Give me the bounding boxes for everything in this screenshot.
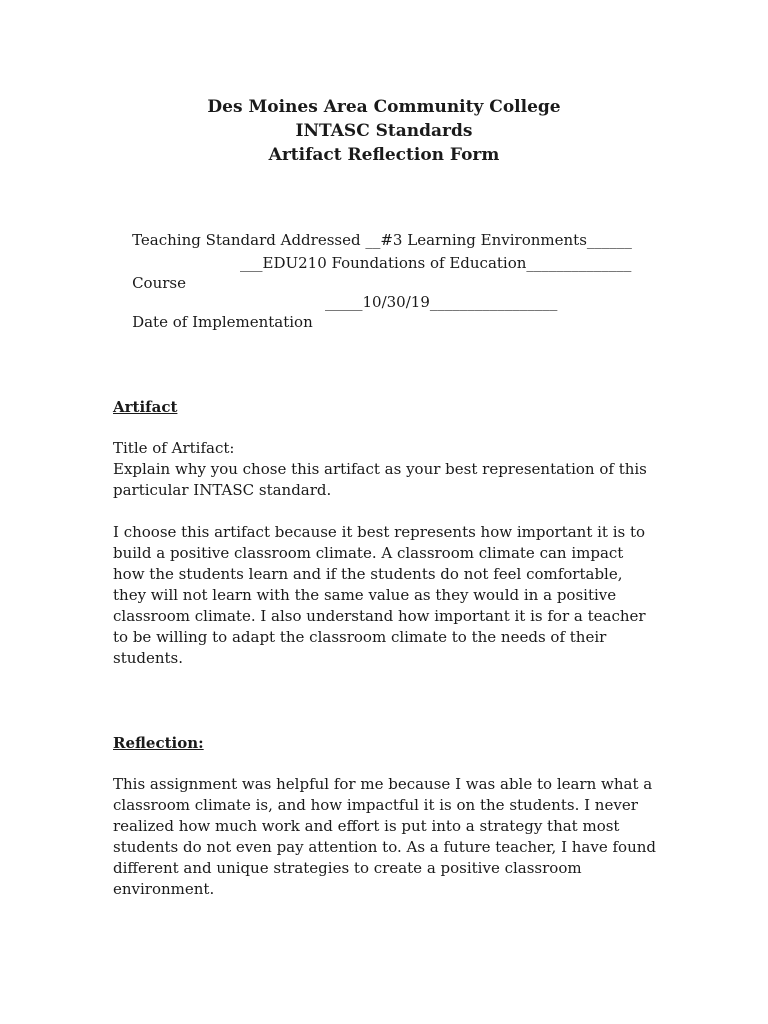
date-label: Date of Implementation — [132, 313, 313, 331]
artifact-title-line: Title of Artifact: — [113, 439, 235, 457]
form-title: Artifact Reflection Form — [268, 145, 500, 165]
date-value: _____10/30/19_________________ — [325, 293, 558, 311]
course-label: Course — [132, 274, 186, 292]
reflection-response — [113, 774, 658, 900]
reflection-response-text: This assignment was helpful for me because I was able to learn what a classroom climate is, and how impactful it is on the students. I never realized how much work and effort is put into a strategy that most students do not even pay attention to. As a future teacher, I have found different and unique strategies to create a positive classroom environment. — [113, 775, 656, 898]
artifact-response-text: I choose this artifact because it best represents how important it is to build a positive classroom climate. A classroom climate can impact how the students learn and if the students do not feel comfortable, they will not learn with the same value as they would in a positive classroom climate. I also understand how important it is for a teacher to be willing to adapt the classroom climate to the needs of their students. — [113, 523, 646, 667]
artifact-prompt: Explain why you chose this artifact as your best representation of this particular INTASC standard. — [113, 460, 647, 499]
standard-field-text: Teaching Standard Addressed __#3 Learning Environments______ — [132, 231, 632, 249]
document-header — [0, 95, 768, 167]
artifact-response — [113, 522, 658, 669]
standards-title: INTASC Standards — [295, 121, 473, 141]
artifact-heading: Artifact — [113, 398, 178, 416]
institution-name: Des Moines Area Community College — [207, 97, 561, 117]
artifact-prompt-block — [113, 438, 658, 501]
reflection-heading: Reflection: — [113, 734, 204, 752]
course-value: ___EDU210 Foundations of Education______________ — [240, 254, 632, 272]
date-field — [113, 292, 558, 372]
